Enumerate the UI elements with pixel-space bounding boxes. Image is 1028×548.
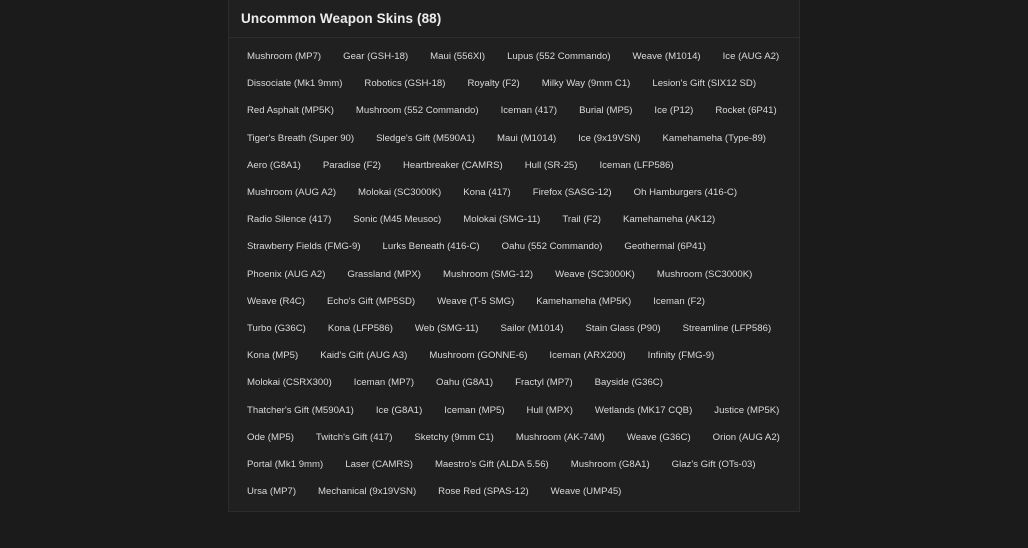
panel-title: Uncommon Weapon Skins (88) [241, 11, 442, 26]
skin-item[interactable]: Molokai (SC3000K) [358, 187, 442, 199]
skin-item[interactable]: Gear (GSH-18) [343, 51, 409, 63]
skin-item[interactable]: Stain Glass (P90) [585, 322, 661, 334]
skin-item[interactable]: Grassland (MPX) [347, 268, 421, 280]
skin-item[interactable]: Molokai (SMG-11) [463, 214, 541, 226]
skin-item[interactable]: Mushroom (SMG-12) [442, 268, 534, 280]
skin-item[interactable]: Streamline (LFP586) [682, 322, 772, 334]
skin-item[interactable]: Kona (LFP586) [327, 322, 393, 334]
skin-item[interactable]: Rocket (6P41) [715, 105, 777, 117]
skin-item[interactable]: Royalty (F2) [467, 78, 520, 90]
skin-item[interactable]: Web (SMG-11) [414, 322, 479, 334]
skin-item[interactable]: Kamehameha (AK12) [622, 214, 716, 226]
skin-item[interactable]: Justice (MP5K) [714, 404, 780, 416]
skin-item[interactable]: Mechanical (9x19VSN) [318, 486, 417, 498]
skin-item[interactable]: Ursa (MP7) [247, 486, 297, 498]
skin-item[interactable]: Infinity (FMG-9) [647, 350, 715, 362]
skin-item[interactable]: Weave (G36C) [626, 431, 691, 443]
skin-item[interactable]: Milky Way (9mm C1) [541, 78, 631, 90]
skin-item[interactable]: Maestro's Gift (ALDA 5.56) [434, 458, 549, 470]
skin-item[interactable]: Sledge's Gift (M590A1) [376, 132, 475, 144]
skin-item[interactable]: Rose Red (SPAS-12) [438, 486, 529, 498]
skin-item[interactable]: Ice (AUG A2) [722, 51, 780, 63]
skin-item[interactable]: Mushroom (AUG A2) [247, 187, 337, 199]
skin-item[interactable]: Oahu (552 Commando) [501, 241, 603, 253]
skin-item[interactable]: Burial (MP5) [579, 105, 633, 117]
skin-item[interactable]: Mushroom (AK-74M) [515, 431, 605, 443]
skin-item[interactable]: Mushroom (SC3000K) [656, 268, 753, 280]
skin-item[interactable]: Weave (M1014) [632, 51, 701, 63]
skin-item[interactable]: Wetlands (MK17 CQB) [594, 404, 693, 416]
skin-item[interactable]: Mushroom (552 Commando) [355, 105, 479, 117]
skin-item[interactable]: Lurks Beneath (416-C) [382, 241, 480, 253]
skin-item[interactable]: Glaz's Gift (OTs-03) [671, 458, 756, 470]
skin-item[interactable]: Echo's Gift (MP5SD) [326, 295, 416, 307]
skin-item[interactable]: Mushroom (MP7) [247, 51, 322, 63]
skin-item[interactable]: Maui (556XI) [430, 51, 486, 63]
skin-item[interactable]: Ice (G8A1) [375, 404, 423, 416]
skin-item[interactable]: Weave (UMP45) [550, 486, 622, 498]
skin-item[interactable]: Kona (417) [463, 187, 511, 199]
skin-item[interactable]: Orion (AUG A2) [712, 431, 780, 443]
skin-item[interactable]: Iceman (MP7) [353, 377, 415, 389]
skin-item[interactable]: Twitch's Gift (417) [315, 431, 393, 443]
skin-item[interactable]: Weave (T-5 SMG) [437, 295, 515, 307]
skin-item[interactable]: Trail (F2) [562, 214, 601, 226]
skins-panel [228, 0, 800, 512]
skin-item[interactable]: Thatcher's Gift (M590A1) [247, 404, 354, 416]
skin-item[interactable]: Kamehameha (MP5K) [536, 295, 632, 307]
skin-item[interactable]: Robotics (GSH-18) [364, 78, 446, 90]
skin-item[interactable]: Kona (MP5) [247, 350, 299, 362]
skin-item[interactable]: Mushroom (GONNE-6) [429, 350, 528, 362]
skin-item[interactable]: Phoenix (AUG A2) [247, 268, 326, 280]
skin-item[interactable]: Ode (MP5) [247, 431, 294, 443]
skin-item[interactable]: Ice (P12) [654, 105, 694, 117]
skin-item[interactable]: Bayside (G36C) [594, 377, 663, 389]
skin-item[interactable]: Dissociate (Mk1 9mm) [247, 78, 343, 90]
skin-list [229, 38, 794, 505]
skin-item[interactable]: Aero (G8A1) [247, 159, 301, 171]
skin-item[interactable]: Iceman (F2) [653, 295, 705, 307]
skin-item[interactable]: Mushroom (G8A1) [570, 458, 650, 470]
skin-item[interactable]: Sailor (M1014) [500, 322, 564, 334]
skin-item[interactable]: Kaid's Gift (AUG A3) [320, 350, 408, 362]
skin-item[interactable]: Iceman (ARX200) [549, 350, 626, 362]
panel-header [229, 0, 799, 38]
skin-item[interactable]: Laser (CAMRS) [345, 458, 413, 470]
skin-item[interactable]: Ice (9x19VSN) [578, 132, 641, 144]
skin-item[interactable]: Geothermal (6P41) [624, 241, 706, 253]
skin-item[interactable]: Paradise (F2) [322, 159, 381, 171]
skin-item[interactable]: Strawberry Fields (FMG-9) [247, 241, 361, 253]
skin-item[interactable]: Iceman (417) [500, 105, 558, 117]
skin-item[interactable]: Tiger's Breath (Super 90) [247, 132, 355, 144]
skin-item[interactable]: Molokai (CSRX300) [247, 377, 332, 389]
skin-item[interactable]: Fractyl (MP7) [515, 377, 573, 389]
skin-item[interactable]: Hull (MPX) [526, 404, 573, 416]
skin-item[interactable]: Maui (M1014) [496, 132, 557, 144]
skin-item[interactable]: Radio Silence (417) [247, 214, 332, 226]
skin-item[interactable]: Firefox (SASG-12) [532, 187, 612, 199]
skin-item[interactable]: Iceman (LFP586) [599, 159, 674, 171]
skin-item[interactable]: Turbo (G36C) [247, 322, 306, 334]
skin-item[interactable]: Sonic (M45 Meusoc) [353, 214, 442, 226]
skin-item[interactable]: Hull (SR-25) [524, 159, 578, 171]
skin-item[interactable]: Oh Hamburgers (416-C) [633, 187, 738, 199]
skin-item[interactable]: Oahu (G8A1) [436, 377, 494, 389]
skin-item[interactable]: Lupus (552 Commando) [507, 51, 611, 63]
skin-item[interactable]: Red Asphalt (MP5K) [247, 105, 334, 117]
skin-item[interactable]: Weave (R4C) [247, 295, 305, 307]
skin-item[interactable]: Lesion's Gift (SIX12 SD) [652, 78, 757, 90]
skin-item[interactable]: Heartbreaker (CAMRS) [402, 159, 503, 171]
skin-item[interactable]: Portal (Mk1 9mm) [247, 458, 324, 470]
skin-item[interactable]: Weave (SC3000K) [555, 268, 635, 280]
skin-item[interactable]: Iceman (MP5) [444, 404, 505, 416]
skin-item[interactable]: Kamehameha (Type-89) [662, 132, 766, 144]
skin-item[interactable]: Sketchy (9mm C1) [414, 431, 494, 443]
